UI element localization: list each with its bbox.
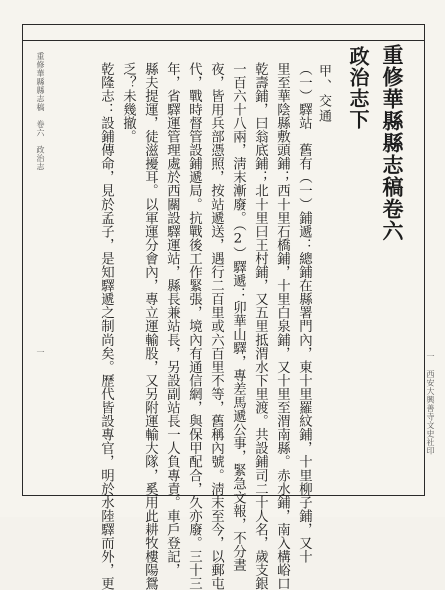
text-column-4: 一百六十八兩，淸末漸廢。（2）驛遞：卯華山驛，專差馬遞公事，緊急文報，不分晝 (230, 62, 246, 572)
chapter-title: 政治志下 (346, 46, 370, 130)
margin-left-mark: 一 (36, 348, 45, 357)
text-column-9: 乏？未幾撤。 (120, 62, 136, 144)
margin-left-note: 重修華縣縣志稿 卷六 政治志 (36, 52, 45, 171)
text-column-1: （一）驛站 舊有（一）鋪遞：總鋪在縣署門內，東十里羅紋鋪，十里柳子鋪，又十 (296, 62, 312, 564)
top-rule (22, 40, 424, 41)
text-column-6: 代，戰時督管設鋪遞局。抗戰後工作緊張，境內有通信網，與保甲配合，久亦廢。三十三 (186, 62, 202, 590)
text-column-8: 縣夫提運，徒滋擾耳。以軍運分會內，專立運輸股，又另附運輸大隊，奚用此耕牧樓陽鴛 (142, 62, 158, 590)
text-column-5: 夜，皆用兵部憑照，按站遞送，遇行二百里或六百里不等，舊稱內號。淸末至今，以郵屯 (208, 62, 224, 590)
text-column-3: 乾壽鋪，曰翁底鋪；北十里曰王村鋪，又五里抵渭水下里渡。共設鋪司二十人名，歲支銀 (252, 62, 268, 590)
section-heading: 甲、交通 (316, 64, 331, 124)
text-column-7: 年，省驛運管理處於西關設驛運站，縣長兼站長，另設副站長一人負專責。車戶登記， (164, 62, 180, 577)
margin-right-note: 西安大興善寺文史社印 (426, 370, 435, 455)
text-column-2: 里至華陰縣敷頭鋪；西十里石橋鋪，十里白泉鋪，又十里至渭南縣。赤水鋪，南入構峪口 (274, 62, 290, 590)
margin-right-mark: 一 (426, 352, 435, 361)
text-column-10: 乾隆志：設鋪傳命，見於孟子，是知驛遞之制尚矣。歷代皆設專官，明於水陸驛而外，更 (98, 62, 114, 590)
book-title: 重修華縣縣志稿卷六 (380, 44, 405, 242)
